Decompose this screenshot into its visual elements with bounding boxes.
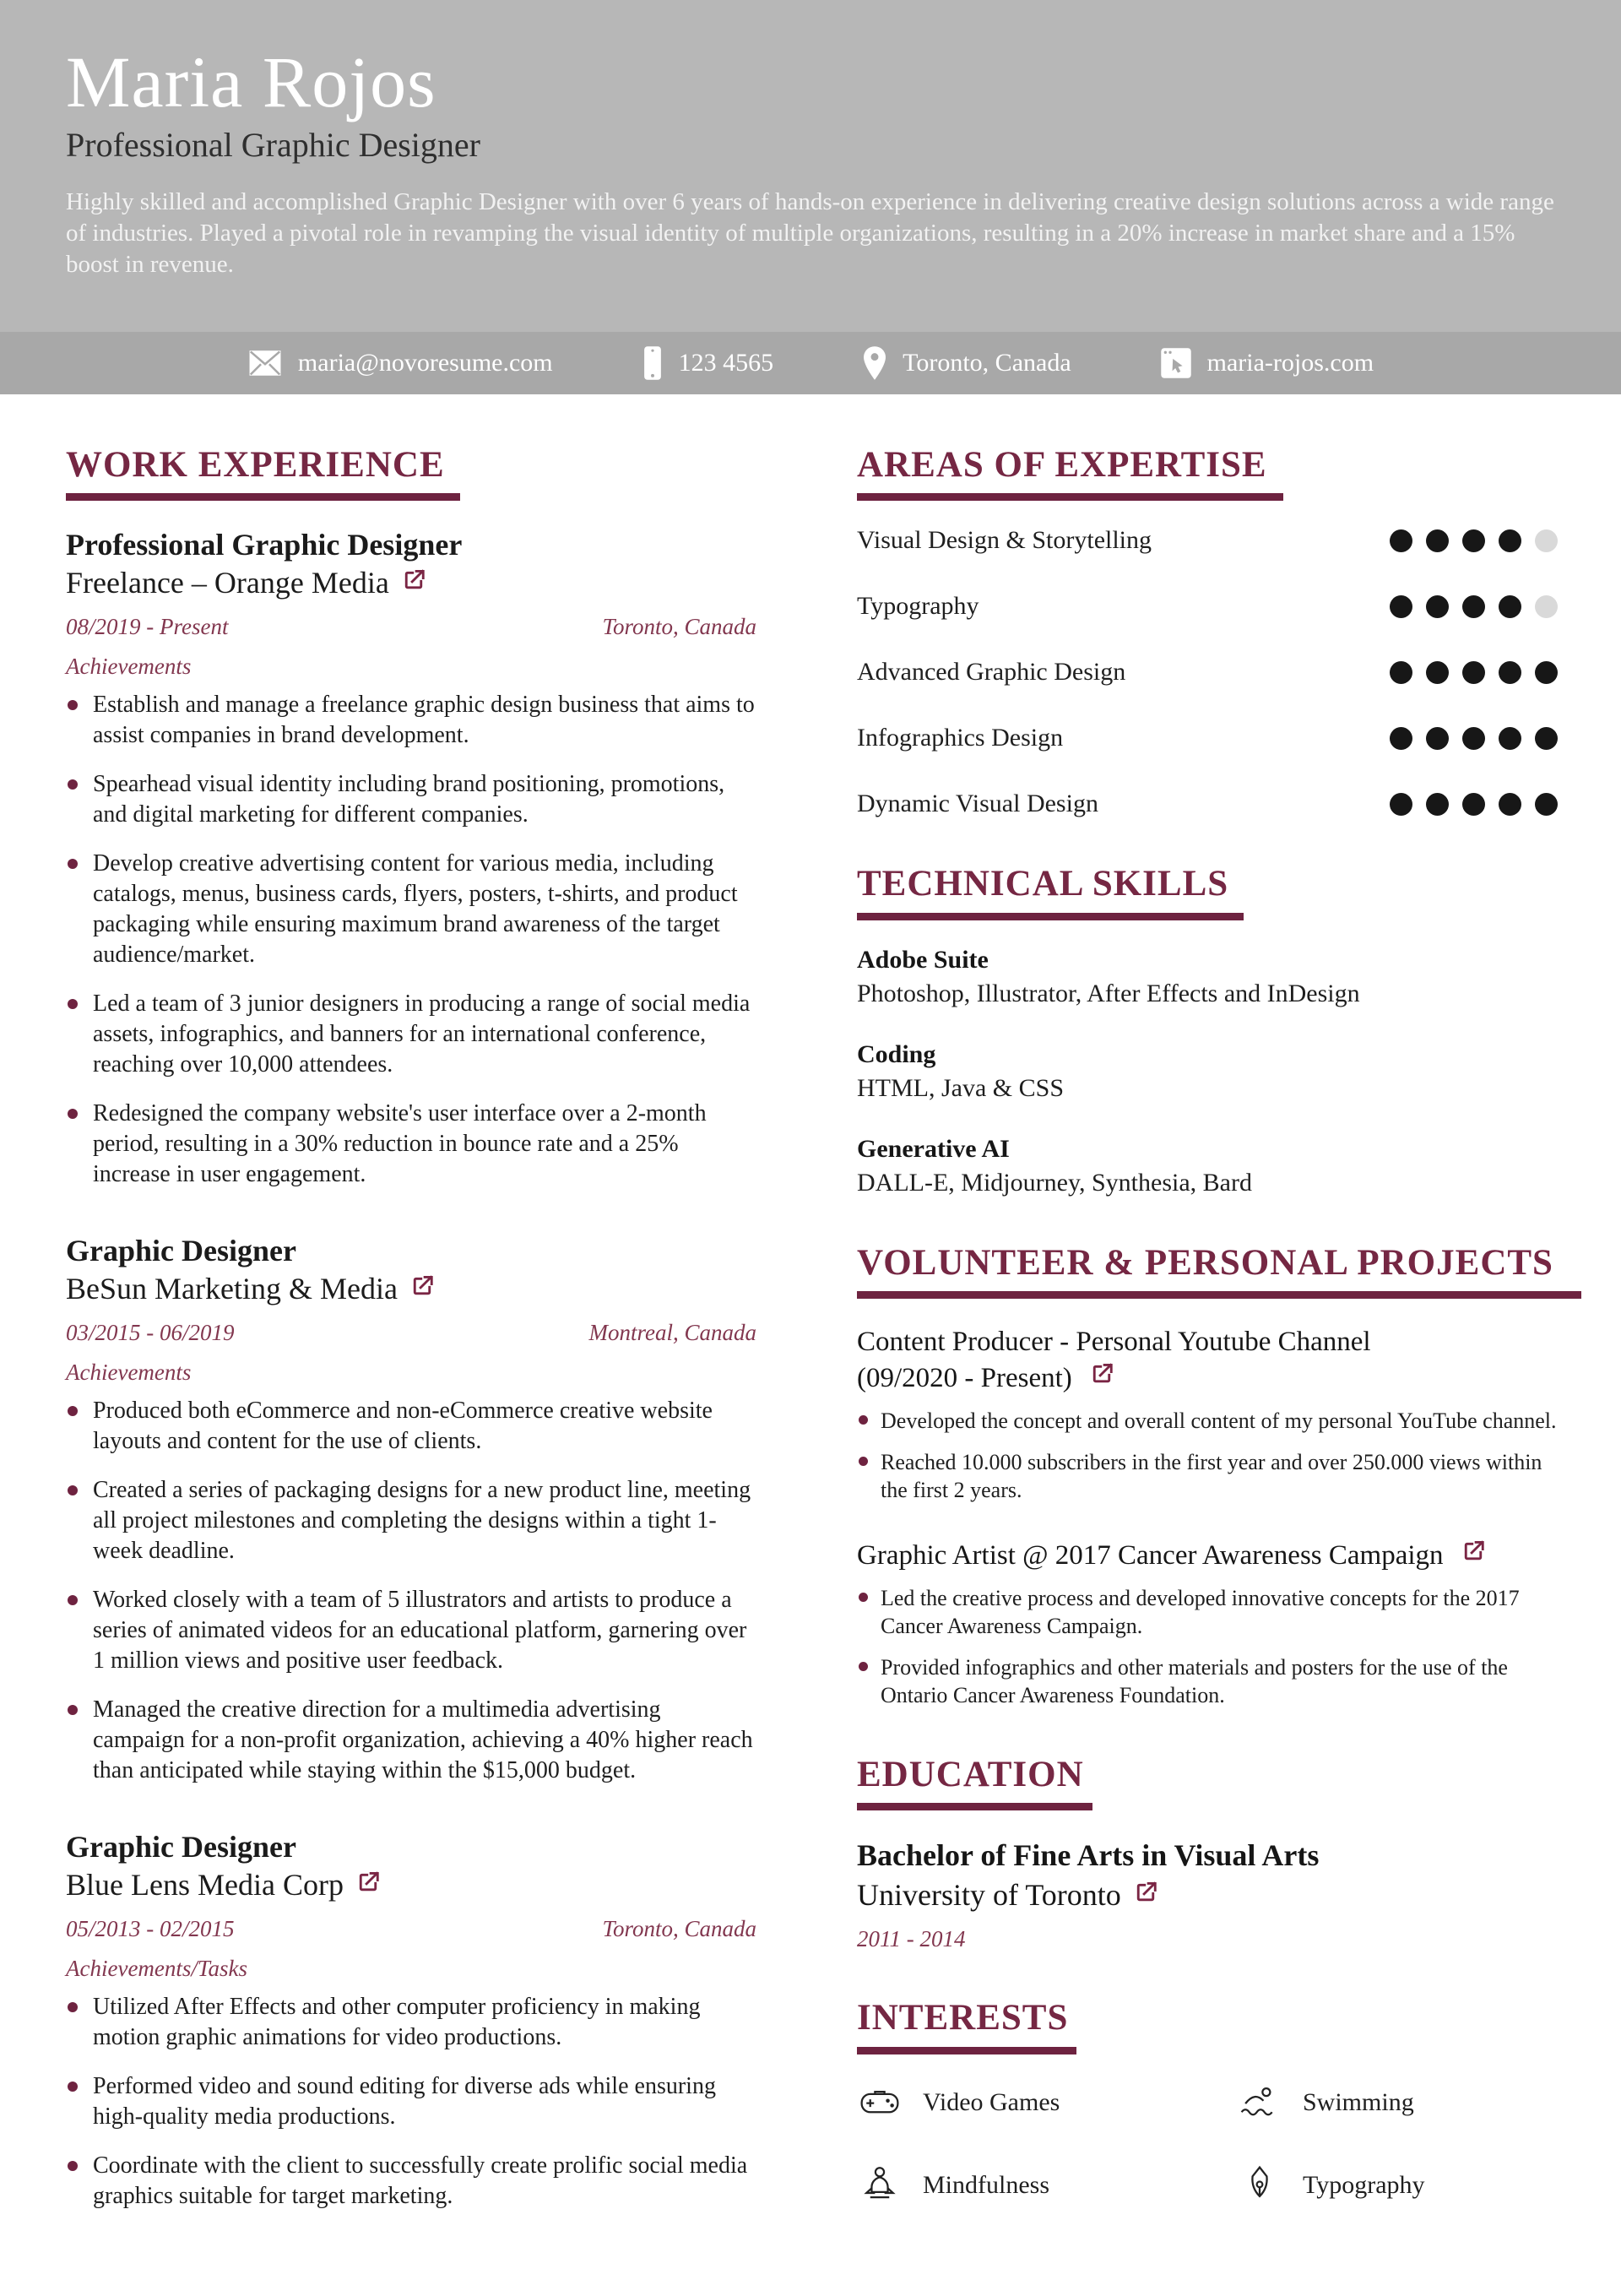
interest-label: Typography bbox=[1303, 2170, 1425, 2199]
section-expertise bbox=[857, 445, 1558, 818]
rating-dot-empty bbox=[1535, 595, 1558, 618]
rating-dot-filled bbox=[1426, 595, 1449, 618]
rating-dot-filled bbox=[1426, 793, 1449, 816]
section-technical-skills bbox=[857, 864, 1558, 1197]
contact-item[interactable] bbox=[642, 345, 774, 381]
expertise-list bbox=[857, 526, 1558, 818]
projects bbox=[857, 1324, 1558, 1709]
summary-text: Highly skilled and accomplished Graphic Designer with over 6 years of hands-on experience in delivering creative design solutions across a wide range of industries. Played a pivotal role in revamping the visual identity of multiple organizations, resulting in a 20% increase in market share and a 15% boost in revenue. bbox=[66, 188, 1554, 279]
job-company: BeSun Marketing & Media bbox=[66, 1272, 398, 1306]
job-dates: 03/2015 - 06/2019 bbox=[66, 1320, 235, 1346]
bullet-item: Led a team of 3 junior designers in producing a range of social media assets, infographics, and banners for an international conference, reaching over 10,000 attendees. bbox=[66, 989, 756, 1080]
bullet-item: Reached 10.000 subscribers in the first year and over 250.000 views within the first 2 years. bbox=[857, 1448, 1558, 1504]
meditation-icon bbox=[857, 2163, 903, 2208]
rating-dot-filled bbox=[1499, 661, 1521, 684]
job-location: Montreal, Canada bbox=[588, 1320, 756, 1346]
rating-dots bbox=[1390, 793, 1558, 816]
right-column bbox=[857, 445, 1558, 2257]
section-volunteer bbox=[857, 1243, 1558, 1709]
rating-dot-filled bbox=[1462, 595, 1485, 618]
external-link-icon[interactable] bbox=[1461, 1540, 1486, 1571]
education-dates: 2011 - 2014 bbox=[857, 1926, 966, 1952]
job-title: Graphic Designer bbox=[66, 1830, 296, 1864]
external-link-icon[interactable] bbox=[1133, 1875, 1158, 1915]
rating-dots bbox=[1390, 661, 1558, 684]
rating-dot-filled bbox=[1535, 793, 1558, 816]
project-title bbox=[857, 1538, 1558, 1574]
rating-dot-filled bbox=[1462, 793, 1485, 816]
bullet-item: Develop creative advertising content for various media, including catalogs, menus, business cards, flyers, posters, t-shirts, and product packaging while ensuring maximum brand awareness of the target audience/market. bbox=[66, 849, 756, 970]
interests-heading: INTERESTS bbox=[857, 1998, 1069, 2038]
interest-icon-slot bbox=[857, 2163, 903, 2208]
header bbox=[0, 0, 1621, 332]
project-bullets bbox=[857, 1407, 1558, 1504]
swimmer-icon bbox=[1237, 2080, 1282, 2125]
rating-dot-filled bbox=[1390, 661, 1412, 684]
volunteer-heading: VOLUNTEER & PERSONAL PROJECTS bbox=[857, 1242, 1553, 1283]
expertise-row bbox=[857, 790, 1558, 818]
section-work-experience bbox=[66, 445, 756, 2212]
left-column bbox=[66, 445, 756, 2257]
rating-dot-filled bbox=[1426, 661, 1449, 684]
bullet-item: Worked closely with a team of 5 illustrators and artists to produce a series of animated videos for an educational platform, garnering over 1 million views and positive user feedback. bbox=[66, 1585, 756, 1676]
section-heading bbox=[857, 1243, 1553, 1299]
section-heading bbox=[857, 864, 1228, 920]
contact-item[interactable] bbox=[1160, 347, 1374, 379]
project-title-line1: Content Producer - Personal Youtube Channel bbox=[857, 1326, 1371, 1357]
rating-dot-filled bbox=[1462, 529, 1485, 552]
interest-label: Mindfulness bbox=[923, 2170, 1049, 2199]
tech-skill-name: Coding bbox=[857, 1039, 936, 1068]
external-link-icon[interactable] bbox=[409, 1270, 435, 1308]
rating-dot-filled bbox=[1390, 727, 1412, 750]
contact-text: 123 4565 bbox=[678, 349, 774, 377]
external-link-icon-glyph bbox=[401, 567, 426, 593]
external-link-icon-glyph bbox=[1461, 1539, 1486, 1564]
person-name: Maria Rojos bbox=[66, 41, 436, 122]
rating-dots bbox=[1390, 595, 1558, 618]
rating-dot-filled bbox=[1426, 529, 1449, 552]
job-location: Toronto, Canada bbox=[602, 614, 756, 640]
rating-dot-filled bbox=[1535, 727, 1558, 750]
rating-dot-filled bbox=[1535, 661, 1558, 684]
section-education bbox=[857, 1755, 1558, 1953]
achievements-label: Achievements/Tasks bbox=[66, 1956, 247, 1982]
rating-dot-filled bbox=[1390, 793, 1412, 816]
bullet-item: Utilized After Effects and other computer proficiency in making motion graphic animations for video productions. bbox=[66, 1992, 756, 2053]
job-entry bbox=[66, 1232, 756, 1786]
education-school-row bbox=[857, 1875, 1558, 1915]
email-icon bbox=[247, 350, 283, 377]
bullet-item: Developed the concept and overall content of my personal YouTube channel. bbox=[857, 1407, 1558, 1435]
expertise-row bbox=[857, 724, 1558, 752]
interest-icon-slot bbox=[1237, 2163, 1282, 2208]
expertise-row bbox=[857, 526, 1558, 555]
bullet-item: Led the creative process and developed innovative concepts for the 2017 Cancer Awareness Campaign. bbox=[857, 1584, 1558, 1640]
tech-skill-details: Photoshop, Illustrator, After Effects and InDesign bbox=[857, 979, 1360, 1007]
bullet-item: Spearhead visual identity including brand positioning, promotions, and digital marketing for different companies. bbox=[66, 769, 756, 830]
job-company: Blue Lens Media Corp bbox=[66, 1868, 344, 1902]
achievements-label: Achievements bbox=[66, 654, 192, 680]
expertise-label: Visual Design & Storytelling bbox=[857, 526, 1152, 555]
job-bullets bbox=[66, 690, 756, 1190]
job-company-row bbox=[66, 1866, 756, 1904]
job-company-row bbox=[66, 1270, 756, 1308]
external-link-icon[interactable] bbox=[401, 564, 426, 602]
bullet-item: Provided infographics and other materials and posters for the use of the Ontario Cancer Awareness Foundation. bbox=[857, 1653, 1558, 1709]
job-dates: 05/2013 - 02/2015 bbox=[66, 1916, 235, 1942]
bullet-item: Performed video and sound editing for diverse ads while ensuring high-quality media productions. bbox=[66, 2071, 756, 2132]
education-heading: EDUCATION bbox=[857, 1754, 1084, 1794]
project-title-line1: Graphic Artist @ 2017 Cancer Awareness Campaign bbox=[857, 1539, 1444, 1571]
interest-label: Video Games bbox=[923, 2087, 1060, 2116]
external-link-icon[interactable] bbox=[1089, 1363, 1114, 1393]
expertise-row bbox=[857, 592, 1558, 621]
expertise-label: Infographics Design bbox=[857, 724, 1064, 752]
tech-skill-group bbox=[857, 1135, 1558, 1197]
external-link-icon-glyph bbox=[1089, 1361, 1114, 1387]
bullet-item: Coordinate with the client to successfully create prolific social media graphics suitable for target marketing. bbox=[66, 2151, 756, 2212]
expertise-row bbox=[857, 658, 1558, 687]
job-location: Toronto, Canada bbox=[602, 1916, 756, 1942]
interests-grid bbox=[857, 2080, 1558, 2208]
job-meta bbox=[66, 1320, 756, 1346]
section-heading bbox=[857, 445, 1267, 501]
tech-skill-group bbox=[857, 946, 1558, 1008]
tech-skill-group bbox=[857, 1040, 1558, 1103]
rating-dot-filled bbox=[1499, 595, 1521, 618]
bullet-item: Produced both eCommerce and non-eCommerce creative website layouts and content for the use of clients. bbox=[66, 1396, 756, 1457]
rating-dot-filled bbox=[1499, 793, 1521, 816]
rating-dots bbox=[1390, 529, 1558, 552]
external-link-icon-glyph bbox=[355, 1870, 381, 1895]
rating-dot-filled bbox=[1426, 727, 1449, 750]
contact-item[interactable] bbox=[247, 349, 553, 377]
job-company-row bbox=[66, 564, 756, 602]
external-link-icon-glyph bbox=[1133, 1880, 1158, 1905]
job-bullets bbox=[66, 1992, 756, 2212]
project-entry bbox=[857, 1538, 1558, 1709]
education-degree: Bachelor of Fine Arts in Visual Arts bbox=[857, 1837, 1320, 1872]
interest-icon-slot bbox=[1237, 2080, 1282, 2125]
rating-dot-filled bbox=[1499, 727, 1521, 750]
contact-text: maria@novoresume.com bbox=[297, 349, 553, 377]
bullet-item: Managed the creative direction for a multimedia advertising campaign for a non-profit organization, achieving a 40% higher reach than anticipated while staying within the $15,000 budget. bbox=[66, 1695, 756, 1786]
contact-item[interactable] bbox=[862, 345, 1071, 381]
person-title: Professional Graphic Designer bbox=[66, 126, 480, 165]
tech-skill-name: Adobe Suite bbox=[857, 945, 989, 974]
contact-text: Toronto, Canada bbox=[903, 349, 1071, 377]
interest-item bbox=[857, 2163, 1237, 2208]
job-bullets bbox=[66, 1396, 756, 1786]
interest-item bbox=[1237, 2163, 1558, 2208]
project-title bbox=[857, 1324, 1558, 1397]
rating-dot-filled bbox=[1390, 595, 1412, 618]
job-company: Freelance – Orange Media bbox=[66, 566, 389, 600]
external-link-icon-glyph bbox=[409, 1273, 435, 1299]
rating-dot-empty bbox=[1535, 529, 1558, 552]
section-heading bbox=[857, 1998, 1068, 2054]
jobs bbox=[66, 526, 756, 2212]
bullet-item: Redesigned the company website's user interface over a 2-month period, resulting in a 30% reduction in bounce rate and a 25% increase in user engagement. bbox=[66, 1099, 756, 1190]
tech-skill-details: HTML, Java & CSS bbox=[857, 1073, 1065, 1102]
job-entry bbox=[66, 1828, 756, 2212]
rating-dot-filled bbox=[1462, 727, 1485, 750]
expertise-label: Dynamic Visual Design bbox=[857, 790, 1098, 818]
rating-dot-filled bbox=[1499, 529, 1521, 552]
education-entry bbox=[857, 1836, 1558, 1953]
section-interests bbox=[857, 1998, 1558, 2207]
contact-text: maria-rojos.com bbox=[1206, 349, 1374, 377]
rating-dot-filled bbox=[1462, 661, 1485, 684]
technical-skills-heading: TECHNICAL SKILLS bbox=[857, 864, 1229, 904]
job-title: Professional Graphic Designer bbox=[66, 528, 463, 562]
technical-skills-list bbox=[857, 946, 1558, 1197]
job-entry bbox=[66, 526, 756, 1190]
contact-bar bbox=[0, 332, 1621, 394]
job-dates: 08/2019 - Present bbox=[66, 614, 229, 640]
project-entry bbox=[857, 1324, 1558, 1504]
interest-item bbox=[857, 2080, 1237, 2125]
pen-nib-icon bbox=[1237, 2163, 1282, 2208]
bullet-item: Establish and manage a freelance graphic design business that aims to assist companies in brand development. bbox=[66, 690, 756, 751]
education-school: University of Toronto bbox=[857, 1877, 1121, 1912]
location-icon bbox=[862, 345, 887, 381]
expertise-label: Typography bbox=[857, 592, 979, 621]
achievements-label: Achievements bbox=[66, 1360, 192, 1386]
external-link-icon[interactable] bbox=[355, 1866, 381, 1904]
job-meta bbox=[66, 1916, 756, 1942]
tech-skill-name: Generative AI bbox=[857, 1134, 1010, 1163]
job-meta bbox=[66, 614, 756, 640]
rating-dots bbox=[1390, 727, 1558, 750]
expertise-heading: AREAS OF EXPERTISE bbox=[857, 445, 1267, 485]
rating-dot-filled bbox=[1390, 529, 1412, 552]
body bbox=[0, 394, 1621, 2257]
interest-label: Swimming bbox=[1303, 2087, 1414, 2116]
work-experience-heading: WORK EXPERIENCE bbox=[66, 445, 445, 485]
interest-item bbox=[1237, 2080, 1558, 2125]
website-icon bbox=[1160, 347, 1192, 379]
project-title-line2: (09/2020 - Present) bbox=[857, 1362, 1072, 1393]
gamepad-icon bbox=[857, 2080, 903, 2125]
section-heading bbox=[66, 445, 445, 501]
job-title: Graphic Designer bbox=[66, 1234, 296, 1268]
project-bullets bbox=[857, 1584, 1558, 1709]
tech-skill-details: DALL-E, Midjourney, Synthesia, Bard bbox=[857, 1168, 1252, 1197]
interest-icon-slot bbox=[857, 2080, 903, 2125]
section-heading bbox=[857, 1755, 1084, 1810]
phone-icon bbox=[642, 345, 664, 381]
bullet-item: Created a series of packaging designs for a new product line, meeting all project milestones and completing the designs within a tight 1-week deadline. bbox=[66, 1475, 756, 1566]
expertise-label: Advanced Graphic Design bbox=[857, 658, 1126, 687]
